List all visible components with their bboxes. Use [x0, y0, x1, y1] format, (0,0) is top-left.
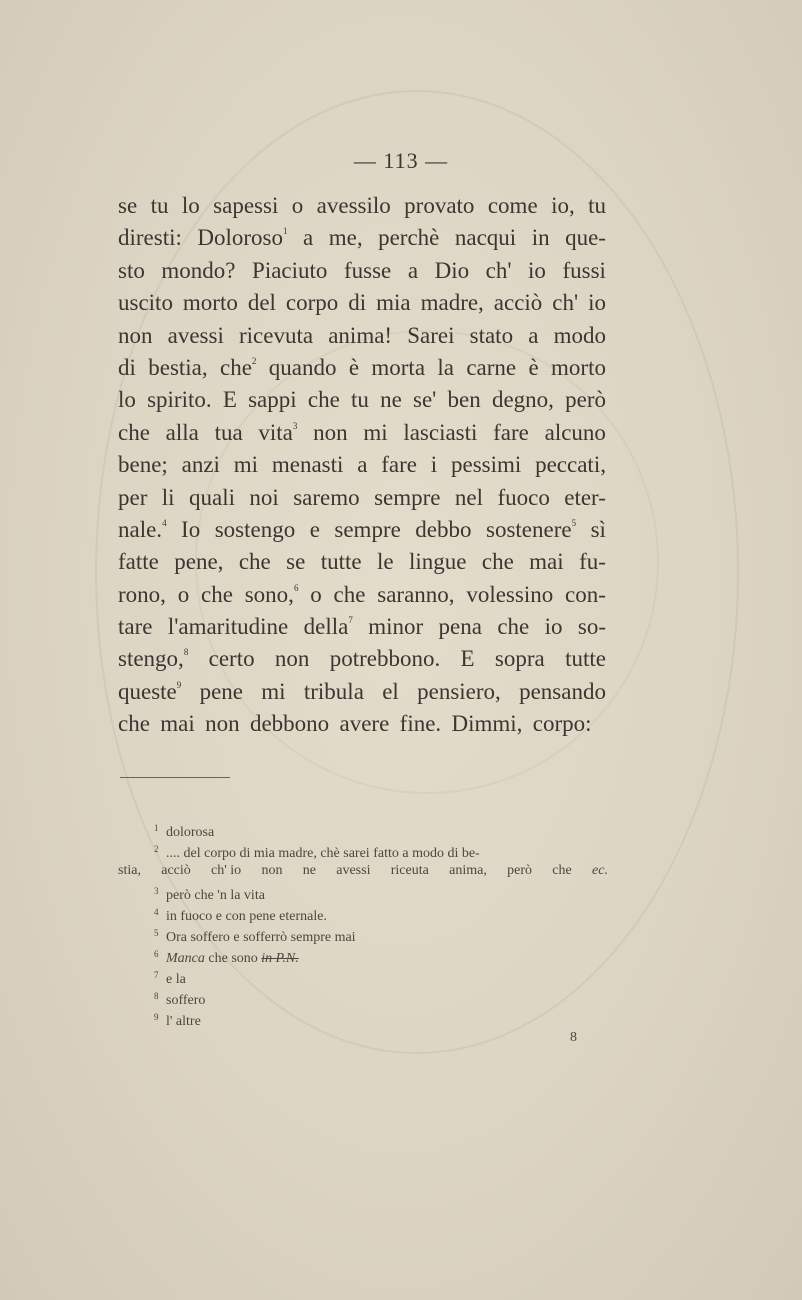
- word: che: [552, 863, 572, 878]
- word: che: [497, 614, 530, 640]
- word: a: [357, 452, 368, 478]
- word: avere: [339, 711, 390, 737]
- footnote-reference: 4: [162, 517, 167, 528]
- word: tu: [588, 193, 606, 218]
- footnote-6: [118, 944, 608, 965]
- word: corpo:: [532, 711, 592, 737]
- word: bestia,: [148, 354, 208, 380]
- word: avessi: [336, 863, 371, 878]
- word: se': [413, 387, 437, 413]
- word: di: [118, 354, 136, 380]
- word: fussi: [562, 257, 606, 283]
- footnote-marker: 6: [154, 949, 159, 959]
- word: o: [310, 581, 322, 607]
- word: vita$^3$: [258, 419, 298, 445]
- word: che: [118, 711, 150, 737]
- footnote-9: [118, 1007, 608, 1028]
- word: morto: [551, 354, 606, 380]
- word: mi: [233, 452, 259, 478]
- word: peccati,: [535, 452, 606, 478]
- word: che: [333, 581, 366, 607]
- word: nale.$^4$: [118, 516, 167, 542]
- word: anima,: [449, 863, 487, 878]
- word: ec.: [592, 863, 608, 878]
- word: fare: [493, 419, 529, 445]
- word: ricevuta: [239, 322, 314, 348]
- word: a: [303, 225, 314, 251]
- word: provato: [404, 193, 475, 218]
- footnote-marker: 5: [154, 928, 159, 938]
- word: fu-: [579, 549, 606, 575]
- word: pena: [438, 614, 482, 640]
- word: non: [261, 863, 283, 878]
- footnote-text: in fuoco e con pene eternale.: [166, 909, 327, 924]
- word: non: [313, 419, 348, 445]
- word: è: [528, 354, 539, 380]
- word: madre,: [420, 290, 484, 316]
- word: del: [247, 290, 276, 316]
- footnote-text: però che 'n la vita: [166, 888, 265, 903]
- footnote-text: che sono: [204, 951, 262, 966]
- word: non: [118, 322, 153, 348]
- word: mai: [160, 711, 195, 737]
- word: o: [291, 193, 304, 218]
- word: sostenere$^5$: [486, 516, 577, 542]
- word: che: [481, 549, 514, 575]
- word: che: [307, 387, 340, 413]
- footnote-reference: 8: [183, 647, 189, 658]
- word: so-: [577, 614, 606, 640]
- word: stia,: [118, 863, 141, 878]
- footnote-reference: 5: [571, 517, 577, 528]
- word: tare: [118, 614, 153, 640]
- signature-mark: 8: [570, 1030, 577, 1045]
- word: a: [407, 257, 419, 283]
- word: eter-: [564, 484, 606, 510]
- text-line: [118, 384, 606, 416]
- word: sostengo: [214, 516, 296, 542]
- word: menasti: [271, 452, 344, 478]
- footnote-separator: [120, 777, 230, 778]
- word: queste$^9$: [118, 678, 182, 704]
- word: che: [118, 419, 150, 445]
- footnote-marker: 1: [154, 823, 159, 833]
- word: pene,: [174, 549, 224, 575]
- word: Piaciuto: [252, 257, 328, 283]
- word: anima!: [328, 322, 393, 348]
- word: li: [161, 484, 175, 510]
- word: sopra: [494, 646, 545, 672]
- word: ne: [302, 863, 316, 878]
- word: tutte: [565, 646, 606, 672]
- footnote-marker: 8: [154, 991, 159, 1001]
- word: Sarei: [407, 322, 455, 348]
- word: quando: [268, 354, 337, 380]
- footnotes: [118, 818, 608, 1028]
- word: Dimmi,: [451, 711, 523, 737]
- footnote-marker: 9: [154, 1012, 159, 1022]
- word: E: [222, 387, 237, 413]
- word: que-: [565, 225, 606, 251]
- text-line: [118, 449, 606, 481]
- word: l'amaritudine: [167, 614, 289, 640]
- footnote-reference: 9: [176, 679, 182, 690]
- word: ne: [380, 387, 402, 413]
- word: sempre: [374, 484, 441, 510]
- footnote-text: Ora soffero e sofferrò sempre mai: [166, 930, 356, 945]
- main-text: [118, 190, 606, 741]
- page-number: — 113 —: [353, 148, 449, 173]
- word: se: [286, 549, 306, 575]
- text-line: [118, 482, 606, 514]
- word: stato: [469, 322, 514, 348]
- word: nacqui: [454, 225, 517, 251]
- footnote-italic-text: Manca: [166, 951, 205, 966]
- word: tribula: [303, 678, 364, 704]
- word: corpo: [285, 290, 339, 316]
- word: pessimi: [451, 452, 522, 478]
- word: in: [531, 225, 550, 251]
- footnote-5: [118, 923, 608, 944]
- word: saranno,: [377, 581, 455, 607]
- text-line: [118, 676, 606, 708]
- text-line: [118, 579, 606, 611]
- word: fatte: [118, 549, 159, 575]
- word: sappi: [248, 387, 297, 413]
- word: ben: [447, 387, 481, 413]
- word: io,: [551, 193, 575, 218]
- word: pene: [199, 678, 243, 704]
- word: io: [528, 257, 546, 283]
- footnote-2-continuation: [118, 860, 608, 881]
- word: o: [177, 581, 190, 607]
- word: perchè: [378, 225, 440, 251]
- word: acciò: [161, 863, 191, 878]
- word: mi: [363, 419, 388, 445]
- word: anzi: [181, 452, 220, 478]
- word: quali: [189, 484, 235, 510]
- word: sapessi: [213, 193, 279, 218]
- word: rono,: [118, 581, 166, 607]
- text-line: [118, 417, 606, 449]
- text-line: [118, 255, 606, 287]
- text-line: [118, 611, 606, 643]
- word: nel: [454, 484, 484, 510]
- word: volessino: [466, 581, 554, 607]
- footnote-text: e la: [166, 972, 186, 987]
- word: però: [565, 387, 606, 413]
- word: acciò: [493, 290, 543, 316]
- word: per: [118, 484, 148, 510]
- footnote-2: [118, 839, 608, 860]
- footnote-3: [118, 881, 608, 902]
- word: el: [382, 678, 399, 704]
- word: uscito: [118, 290, 173, 316]
- text-line: [118, 546, 606, 578]
- word: mi: [261, 678, 286, 704]
- word: io: [588, 290, 606, 316]
- footnote-reference: 1: [283, 226, 288, 237]
- word: i: [430, 452, 438, 478]
- word: ch': [552, 290, 579, 316]
- footnote-text: soffero: [166, 993, 206, 1008]
- word: tu: [150, 193, 169, 218]
- word: mondo?: [161, 257, 236, 283]
- footnote-8: [118, 986, 608, 1007]
- text-line: [118, 287, 606, 319]
- word: lo: [181, 193, 200, 218]
- word: riceuta: [390, 863, 429, 878]
- word: di: [348, 290, 367, 316]
- word: mia: [376, 290, 411, 316]
- footnote-marker: 2: [154, 844, 159, 854]
- word: che: [238, 549, 271, 575]
- footnote-marker: 4: [154, 907, 159, 917]
- word: non: [274, 646, 310, 672]
- word: fuoco: [497, 484, 550, 510]
- word: carne: [466, 354, 517, 380]
- word: lasciasti: [403, 419, 478, 445]
- word: Doloroso$^1$: [197, 225, 288, 251]
- word: ch' io: [211, 863, 242, 878]
- text-line: [118, 190, 606, 222]
- word: spirito.: [147, 387, 212, 413]
- word: come: [487, 193, 538, 218]
- word: modo: [553, 322, 606, 348]
- footnote-italic-text: in P.N.: [261, 951, 299, 966]
- word: io: [544, 614, 563, 640]
- footnote-text: l' altre: [166, 1014, 201, 1029]
- word: fare: [381, 452, 417, 478]
- text-line: [118, 352, 606, 384]
- footnote-text: .... del corpo di mia madre, chè sarei fatto a modo di be-: [166, 846, 480, 861]
- footnote-marker: 3: [154, 886, 159, 896]
- footnote-marker: 7: [154, 970, 159, 980]
- word: a: [528, 322, 539, 348]
- word: degno,: [491, 387, 554, 413]
- word: E: [460, 646, 475, 672]
- word: se: [118, 193, 138, 218]
- word: lo: [118, 387, 136, 413]
- word: sto: [118, 257, 145, 283]
- word: tutte: [320, 549, 362, 575]
- footnote-7: [118, 965, 608, 986]
- footnote-1: [118, 818, 608, 839]
- word: bene;: [118, 452, 168, 478]
- word: la: [437, 354, 454, 380]
- word: lingue: [408, 549, 467, 575]
- word: certo: [208, 646, 255, 672]
- word: Dio: [434, 257, 470, 283]
- word: della$^7$: [303, 614, 353, 640]
- word: Io: [181, 516, 201, 542]
- word: pensiero,: [417, 678, 501, 704]
- word: mai: [529, 549, 564, 575]
- word: e: [309, 516, 320, 542]
- word: debbo: [415, 516, 472, 542]
- word: stengo,$^8$: [118, 646, 189, 672]
- text-line: [118, 708, 606, 740]
- word: sono,$^6$: [244, 581, 299, 607]
- word: non: [205, 711, 240, 737]
- word: che$^2$: [219, 354, 257, 380]
- text-line: [118, 514, 606, 546]
- word: morto: [182, 290, 238, 316]
- word: fine.: [399, 711, 442, 737]
- word: saremo: [293, 484, 360, 510]
- footnote-reference: 3: [292, 420, 298, 431]
- word: avessilo: [316, 193, 391, 218]
- word: tua: [214, 419, 243, 445]
- footnote-reference: 6: [293, 582, 299, 593]
- word: sì: [590, 516, 606, 542]
- word: alcuno: [544, 419, 606, 445]
- word: morta: [371, 354, 426, 380]
- word: le: [376, 549, 394, 575]
- word: pensando: [519, 678, 606, 704]
- word: tu: [350, 387, 369, 413]
- text-line: [118, 222, 606, 254]
- word: debbono: [249, 711, 330, 737]
- text-line: [118, 643, 606, 675]
- word: con-: [565, 581, 606, 607]
- word: me,: [328, 225, 363, 251]
- word: che: [201, 581, 233, 607]
- word: minor: [368, 614, 424, 640]
- word: fusse: [343, 257, 392, 283]
- word: alla: [165, 419, 199, 445]
- footnote-reference: 7: [348, 615, 353, 626]
- word: sempre: [334, 516, 401, 542]
- footnote-text: dolorosa: [166, 825, 215, 840]
- word: avessi: [167, 322, 224, 348]
- word: noi: [249, 484, 279, 510]
- word: è: [348, 354, 360, 380]
- word: però: [507, 863, 533, 878]
- text-line: [118, 320, 606, 352]
- footnote-reference: 2: [251, 355, 257, 366]
- footnote-4: [118, 902, 608, 923]
- word: potrebbono.: [329, 646, 441, 672]
- word: ch': [485, 257, 512, 283]
- word: diresti:: [118, 225, 182, 251]
